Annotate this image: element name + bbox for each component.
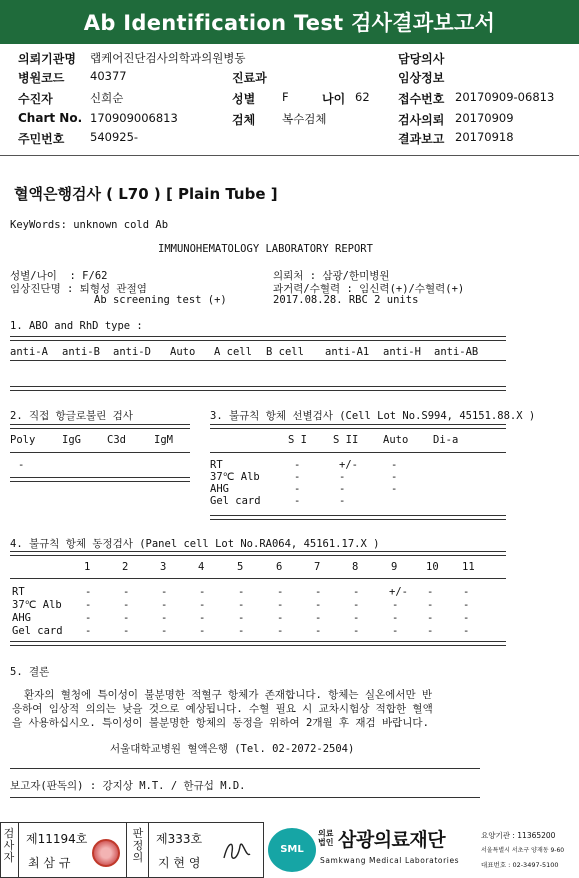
s4-divider: [10, 551, 506, 556]
s3-bottom-divider: [210, 515, 506, 520]
report-heading: IMMUNOHEMATOLOGY LABORATORY REPORT: [158, 243, 373, 255]
judge-license: 제333호: [156, 832, 203, 846]
s3-cell: -: [294, 483, 301, 495]
s1-header-cell: A cell: [214, 346, 252, 358]
s4-title: 4. 불규칙 항체 동정검사 (Panel cell Lot No.RA064, 45161.17.X ): [10, 538, 380, 550]
divider: [18, 822, 19, 878]
chart-value: 170909006813: [90, 111, 178, 125]
s1-header-cell: anti-A1: [325, 346, 370, 358]
patient-label: 수진자: [18, 92, 53, 106]
s4-cell: -: [85, 612, 92, 624]
s4-row-label: RT: [12, 586, 25, 598]
s2-bottom-divider: [10, 477, 190, 482]
s4-cell: -: [85, 599, 92, 611]
s2-header-cell: Poly: [10, 434, 36, 446]
s4-cell: -: [161, 586, 168, 598]
s4-header-cell: 2: [122, 561, 129, 573]
s3-header-cell: Di-a: [433, 434, 459, 446]
divider: [148, 822, 149, 878]
transfusion-history: 과거력/수혈력 : 임신력(+)/수혈력(+): [273, 283, 465, 295]
s4-cell: -: [277, 625, 284, 637]
judge-label: 판 정 의: [132, 827, 144, 864]
referrer: 의뢰처 : 삼광/한미병원: [273, 270, 390, 282]
s4-cell: -: [123, 612, 130, 624]
s3-header-cell: Auto: [383, 434, 409, 446]
s4-cell: -: [353, 612, 360, 624]
s3-header-cell: S I: [288, 434, 307, 446]
seal-stamp: [92, 839, 120, 867]
specimen-value: 복수검체: [282, 112, 327, 126]
s4-cell: -: [315, 599, 322, 611]
s4-cell: -: [392, 612, 399, 624]
patient-info-block: [0, 46, 579, 150]
s4-cell: -: [277, 599, 284, 611]
s4-cell: -: [353, 586, 360, 598]
s4-cell: -: [427, 625, 434, 637]
s4-cell: -: [427, 586, 434, 598]
s4-header-cell: 4: [198, 561, 205, 573]
sex-value: F: [282, 90, 289, 104]
reporter: 보고자(판독의) : 강지상 M.T. / 한규섭 M.D.: [10, 780, 246, 792]
doctor-label: 담당의사: [398, 52, 445, 66]
s3-cell: -: [339, 495, 346, 507]
logo-text: SML: [280, 844, 304, 855]
s4-cell: -: [161, 625, 168, 637]
s4-cell: -: [199, 586, 206, 598]
keywords: KeyWords: unknown cold Ab: [10, 219, 169, 231]
ssn-label: 주민번호: [18, 132, 65, 146]
s4-cell: -: [85, 586, 92, 598]
s4-bottom-divider: [10, 641, 506, 646]
s2-value: -: [18, 459, 25, 471]
s4-cell: -: [199, 625, 206, 637]
report-title: Ab Identification Test 검사결과보고서: [83, 11, 496, 35]
divider: [126, 822, 127, 878]
judge-name: 지 현 영: [158, 856, 201, 870]
s4-header-cell: 1: [84, 561, 91, 573]
s4-cell: -: [123, 586, 130, 598]
s3-cell: -: [391, 459, 398, 471]
hospcode-label: 병원코드: [18, 71, 65, 85]
age-label: 나이: [322, 92, 346, 106]
s3-title: 3. 불규칙 항체 선별검사 (Cell Lot No.S994, 45151.88.X ): [210, 410, 536, 422]
age-value: 62: [355, 90, 370, 104]
diagnosis: 임상진단명 : 퇴형성 관절염: [10, 283, 147, 295]
s4-cell: -: [199, 612, 206, 624]
phone: 대표번호 : 02-3497-5100: [481, 861, 559, 869]
s2-header-cell: IgM: [154, 434, 173, 446]
reqdate-label: 검사의뢰: [398, 113, 445, 127]
repdate-value: 20170918: [455, 130, 514, 144]
s4-cell: -: [463, 612, 470, 624]
s1-header-cell: anti-A: [10, 346, 48, 358]
s3-row-label: Gel card: [210, 495, 261, 507]
s1-header-cell: anti-B: [62, 346, 100, 358]
s2-header-cell: IgG: [62, 434, 81, 446]
s4-cell: -: [161, 612, 168, 624]
s4-header-cell: 10: [426, 561, 439, 573]
s3-cell: -: [294, 495, 301, 507]
s4-cell: -: [315, 625, 322, 637]
s2-header-divider: [10, 452, 190, 453]
s4-cell: -: [427, 599, 434, 611]
s1-title: 1. ABO and RhD type :: [10, 320, 143, 332]
s1-header-cell: anti-D: [113, 346, 151, 358]
section-title: 혈액은행검사 ( L70 ) [ Plain Tube ]: [14, 185, 278, 203]
s3-cell: -: [391, 471, 398, 483]
recno-value: 20170909-06813: [455, 90, 555, 104]
s3-divider: [210, 424, 506, 429]
s3-header-divider: [210, 452, 506, 453]
s4-cell: -: [85, 625, 92, 637]
specimen-label: 검체: [232, 113, 256, 127]
examiner-license: 제11194호: [26, 832, 88, 846]
s3-row-label: AHG: [210, 483, 229, 495]
foundation-english: Samkwang Medical Laboratories: [320, 856, 460, 865]
s4-cell: -: [392, 625, 399, 637]
foundation-prefix: 의료 법인: [318, 829, 334, 847]
ssn-value: 540925-: [90, 130, 139, 144]
org-value: 랩케어진단검사의학과의원병동: [90, 51, 246, 65]
conclusion-line-3: 을 사용하십시오. 특이성이 불분명한 항체의 동정을 위하여 2개월 후 재검 바랍니다.: [12, 717, 429, 729]
s4-cell: -: [161, 599, 168, 611]
s4-cell: -: [315, 586, 322, 598]
s1-divider: [10, 336, 506, 341]
s4-cell: -: [463, 586, 470, 598]
s4-row-label: Gel card: [12, 625, 63, 637]
s4-cell: -: [392, 599, 399, 611]
signature-icon: [220, 836, 256, 866]
s3-cell: -: [339, 471, 346, 483]
dept-label: 진료과: [232, 71, 267, 85]
footer: [0, 822, 579, 878]
reqdate-value: 20170909: [455, 111, 514, 125]
s2-header-cell: C3d: [107, 434, 126, 446]
org-label: 의뢰기관명: [18, 52, 76, 66]
examiner-label: 검 사 자: [3, 827, 15, 864]
repdate-label: 결과보고: [398, 132, 445, 146]
sml-logo-icon: [268, 828, 316, 872]
s4-cell: -: [238, 586, 245, 598]
s4-cell: -: [427, 612, 434, 624]
s4-cell: -: [238, 599, 245, 611]
s4-header-cell: 7: [314, 561, 321, 573]
s4-row-label: 37℃ Alb: [12, 599, 62, 611]
s1-header-cell: B cell: [266, 346, 304, 358]
s3-cell: -: [294, 471, 301, 483]
conclusion-line-2: 응하여 임상적 의의는 낮을 것으로 예상됩니다. 수혈 필요 시 교차시험상 적합한 혈액: [12, 703, 433, 715]
s3-row-label: 37℃ Alb: [210, 471, 260, 483]
recno-label: 접수번호: [398, 92, 445, 106]
s3-cell: +/-: [339, 459, 358, 471]
s4-cell: -: [123, 625, 130, 637]
s1-bottom-divider: [10, 386, 506, 391]
chart-label: Chart No.: [18, 111, 83, 125]
foundation-name: 삼광의료재단: [338, 829, 446, 851]
s3-cell: -: [391, 483, 398, 495]
s1-header-cell: anti-H: [383, 346, 421, 358]
info-divider: [0, 155, 579, 156]
s2-divider: [10, 424, 190, 429]
s4-cell: -: [463, 625, 470, 637]
s4-cell: -: [353, 625, 360, 637]
conclusion-line-1: 환자의 혈청에 특이성이 불분명한 적혈구 항체가 존재합니다. 항체는 실온에서만 반: [24, 689, 433, 701]
s4-header-cell: 3: [160, 561, 167, 573]
s4-cell: -: [277, 612, 284, 624]
s4-cell: -: [199, 599, 206, 611]
s4-header-cell: 8: [352, 561, 359, 573]
s4-cell: -: [277, 586, 284, 598]
s3-header-cell: S II: [333, 434, 359, 446]
s4-cell: -: [315, 612, 322, 624]
s4-header-cell: 6: [276, 561, 283, 573]
s1-header-cell: anti-AB: [434, 346, 479, 358]
s3-row-label: RT: [210, 459, 223, 471]
blood-bank-signature: 서울대학교병원 혈액은행 (Tel. 02-2072-2504): [110, 743, 355, 755]
s4-cell: -: [238, 625, 245, 637]
s4-header-divider: [10, 578, 506, 579]
clin-label: 임상정보: [398, 71, 445, 85]
org-code: 요양기관 : 11365200: [481, 831, 556, 840]
hospcode-value: 40377: [90, 69, 127, 83]
report-banner: [0, 0, 579, 44]
s1-header-divider: [10, 360, 506, 361]
s4-cell: +/-: [389, 586, 408, 598]
s4-cell: -: [123, 599, 130, 611]
reporter-divider-bottom: [10, 797, 480, 798]
s2-title: 2. 직접 항글로불린 검사: [10, 410, 133, 422]
reporter-divider-top: [10, 768, 480, 769]
s5-title: 5. 결론: [10, 666, 50, 678]
screening-result: Ab screening test (+): [94, 294, 227, 306]
s4-header-cell: 11: [462, 561, 475, 573]
s4-cell: -: [238, 612, 245, 624]
s4-header-cell: 5: [237, 561, 244, 573]
s4-row-label: AHG: [12, 612, 31, 624]
s4-cell: -: [353, 599, 360, 611]
address: 서울특별시 서초구 양재동 9-60: [481, 847, 565, 854]
patient-value: 신희순: [90, 91, 124, 105]
s3-cell: -: [294, 459, 301, 471]
s3-cell: -: [339, 483, 346, 495]
examiner-name: 최 삼 규: [28, 856, 71, 870]
s1-header-cell: Auto: [170, 346, 196, 358]
transfusion-date: 2017.08.28. RBC 2 units: [273, 294, 419, 306]
sex-label: 성별: [232, 92, 256, 106]
s4-cell: -: [463, 599, 470, 611]
sex-age: 성별/나이 : F/62: [10, 270, 108, 282]
s4-header-cell: 9: [391, 561, 398, 573]
